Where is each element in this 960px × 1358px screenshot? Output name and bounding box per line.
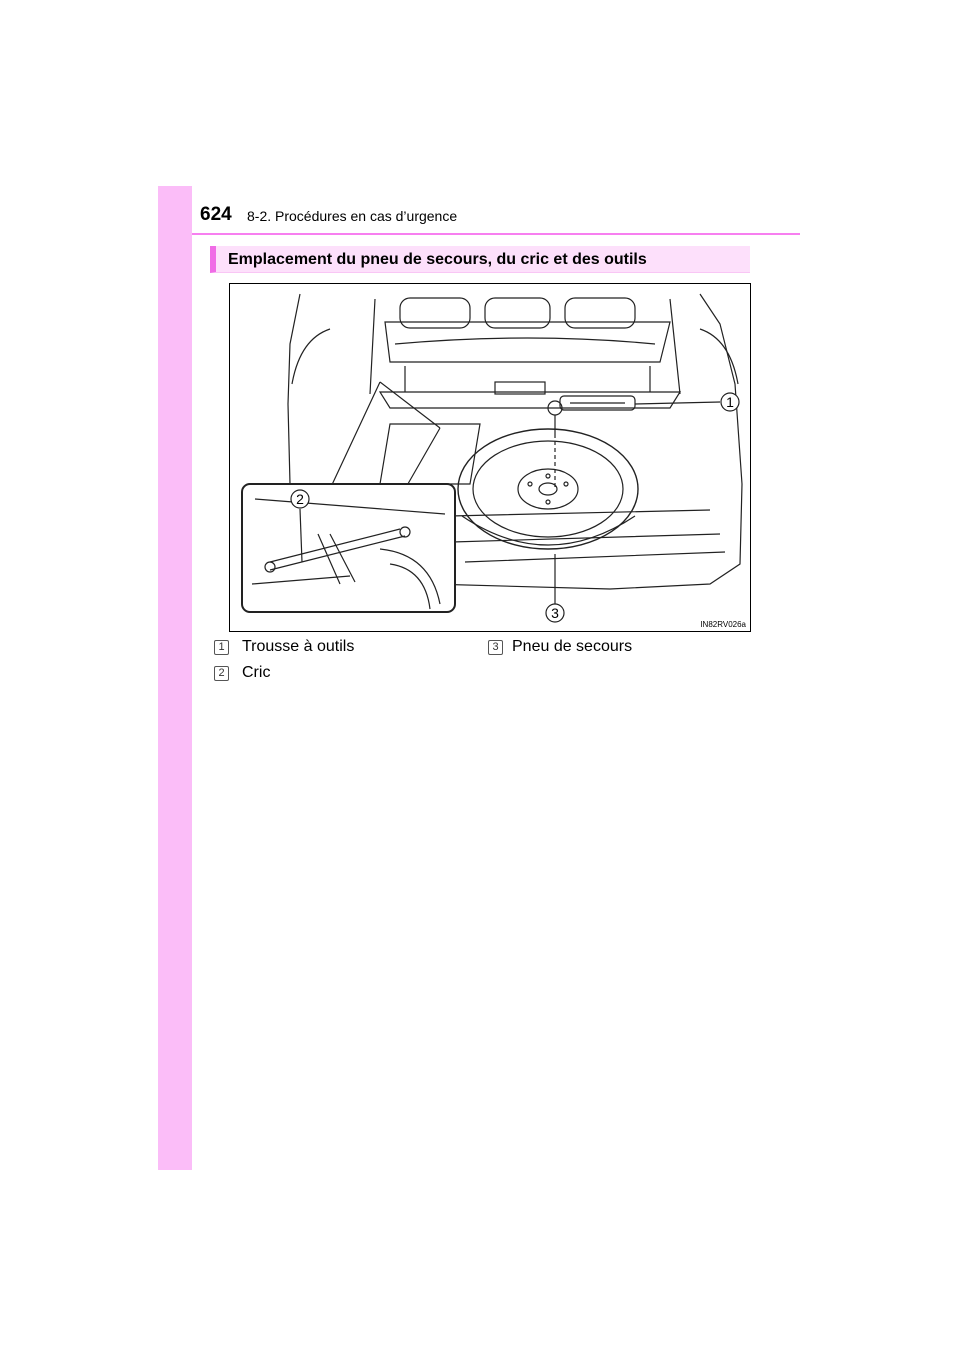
- callout-1: 1: [726, 394, 734, 410]
- callout-3: 3: [551, 605, 559, 621]
- legend-label-tool-kit: Trousse à outils: [242, 638, 355, 655]
- legend-number-3: 3: [488, 640, 503, 655]
- figure-code: IN82RV026a: [700, 620, 746, 629]
- page-number: 624: [200, 204, 232, 225]
- trunk-drawing: [230, 284, 750, 631]
- header-divider: [192, 233, 800, 235]
- legend-number-1: 1: [214, 640, 229, 655]
- chapter-title: 8-2. Procédures en cas d’urgence: [247, 208, 458, 224]
- legend-label-jack: Cric: [242, 664, 271, 681]
- callout-2: 2: [296, 491, 304, 507]
- section-heading-text: Emplacement du pneu de secours, du cric et des outils: [228, 251, 647, 268]
- legend-number-2: 2: [214, 666, 229, 681]
- section-heading: [210, 246, 750, 273]
- legend-label-spare-tire: Pneu de secours: [512, 638, 633, 655]
- side-color-strip: [158, 186, 192, 1170]
- trunk-illustration: [229, 283, 751, 632]
